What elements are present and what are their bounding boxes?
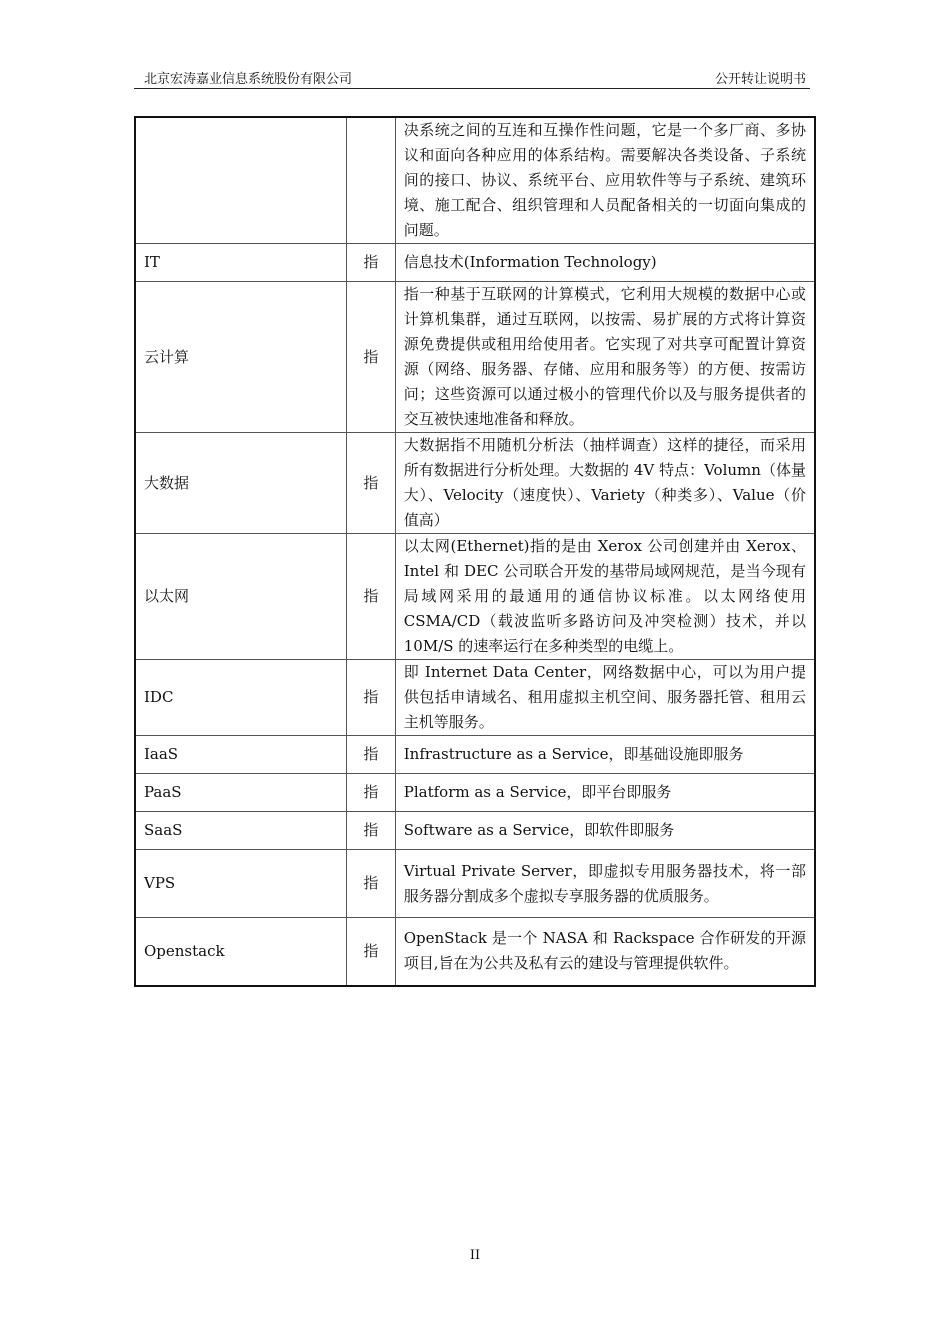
definition-cell: 即 Internet Data Center，网络数据中心，可以为用户提供包括申请域名、租用虚拟主机空间、服务器托管、租用云主机等服务。 [395,660,815,736]
table-row [135,433,815,534]
term-cell: PaaS [135,774,346,812]
term-cell: 大数据 [135,433,346,534]
refer-cell: 指 [346,433,395,534]
company-name: 北京宏涛嘉业信息系统股份有限公司 [144,72,353,87]
term-cell: 云计算 [135,282,346,433]
definition-cell: 决系统之间的互连和互操作性问题，它是一个多厂商、多协议和面向各种应用的体系结构。需要解决各类设备、子系统间的接口、协议、系统平台、应用软件等与子系统、建筑环境、施工配合、组织管理和人员配备相关的一切面向集成的问题。 [395,117,815,244]
refer-cell: 指 [346,812,395,850]
table-row [135,660,815,736]
page-header [134,66,810,89]
definition-cell: 指一种基于互联网的计算模式，它利用大规模的数据中心或计算机集群，通过互联网，以按需、易扩展的方式将计算资源免费提供或租用给使用者。它实现了对共享可配置计算资源（网络、服务器、存储、应用和服务等）的方便、按需访问；这些资源可以通过极小的管理代价以及与服务提供者的交互被快速地准备和释放。 [395,282,815,433]
table-row [135,812,815,850]
term-cell [135,117,346,244]
definition-cell: Platform as a Service，即平台即服务 [395,774,815,812]
refer-cell: 指 [346,736,395,774]
refer-cell: 指 [346,774,395,812]
refer-cell: 指 [346,660,395,736]
term-cell: IDC [135,660,346,736]
definition-cell: Software as a Service，即软件即服务 [395,812,815,850]
table-row [135,244,815,282]
table-row [135,534,815,660]
table-row [135,774,815,812]
table-row [135,918,815,986]
refer-cell [346,117,395,244]
definition-cell: 大数据指不用随机分析法（抽样调查）这样的捷径，而采用所有数据进行分析处理。大数据的 4V 特点：Volumn（体量大）、Velocity（速度快）、Variety（种类多）、Value（价值高） [395,433,815,534]
table-row [135,850,815,918]
document-title: 公开转让说明书 [714,72,806,87]
glossary-table [134,116,816,987]
refer-cell: 指 [346,244,395,282]
table-row [135,117,815,244]
term-cell: VPS [135,850,346,918]
refer-cell: 指 [346,282,395,433]
definition-cell: Virtual Private Server，即虚拟专用服务器技术，将一部服务器分割成多个虚拟专享服务器的优质服务。 [395,850,815,918]
table-row [135,736,815,774]
definition-cell: 以太网(Ethernet)指的是由 Xerox 公司创建并由 Xerox、Intel 和 DEC 公司联合开发的基带局域网规范，是当今现有局域网采用的最通用的通信协议标准。以太网络使用 CSMA/CD（载波监听多路访问及冲突检测）技术，并以 10M/S 的速率运行在多种类型的电缆上。 [395,534,815,660]
term-cell: IT [135,244,346,282]
definition-cell: OpenStack 是一个 NASA 和 Rackspace 合作研发的开源项目,旨在为公共及私有云的建设与管理提供软件。 [395,918,815,986]
term-cell: 以太网 [135,534,346,660]
term-cell: Openstack [135,918,346,986]
refer-cell: 指 [346,850,395,918]
page-number: II [469,1248,481,1263]
term-cell: SaaS [135,812,346,850]
definition-cell: Infrastructure as a Service，即基础设施即服务 [395,736,815,774]
refer-cell: 指 [346,918,395,986]
definition-cell: 信息技术(Information Technology) [395,244,815,282]
table-row [135,282,815,433]
term-cell: IaaS [135,736,346,774]
refer-cell: 指 [346,534,395,660]
